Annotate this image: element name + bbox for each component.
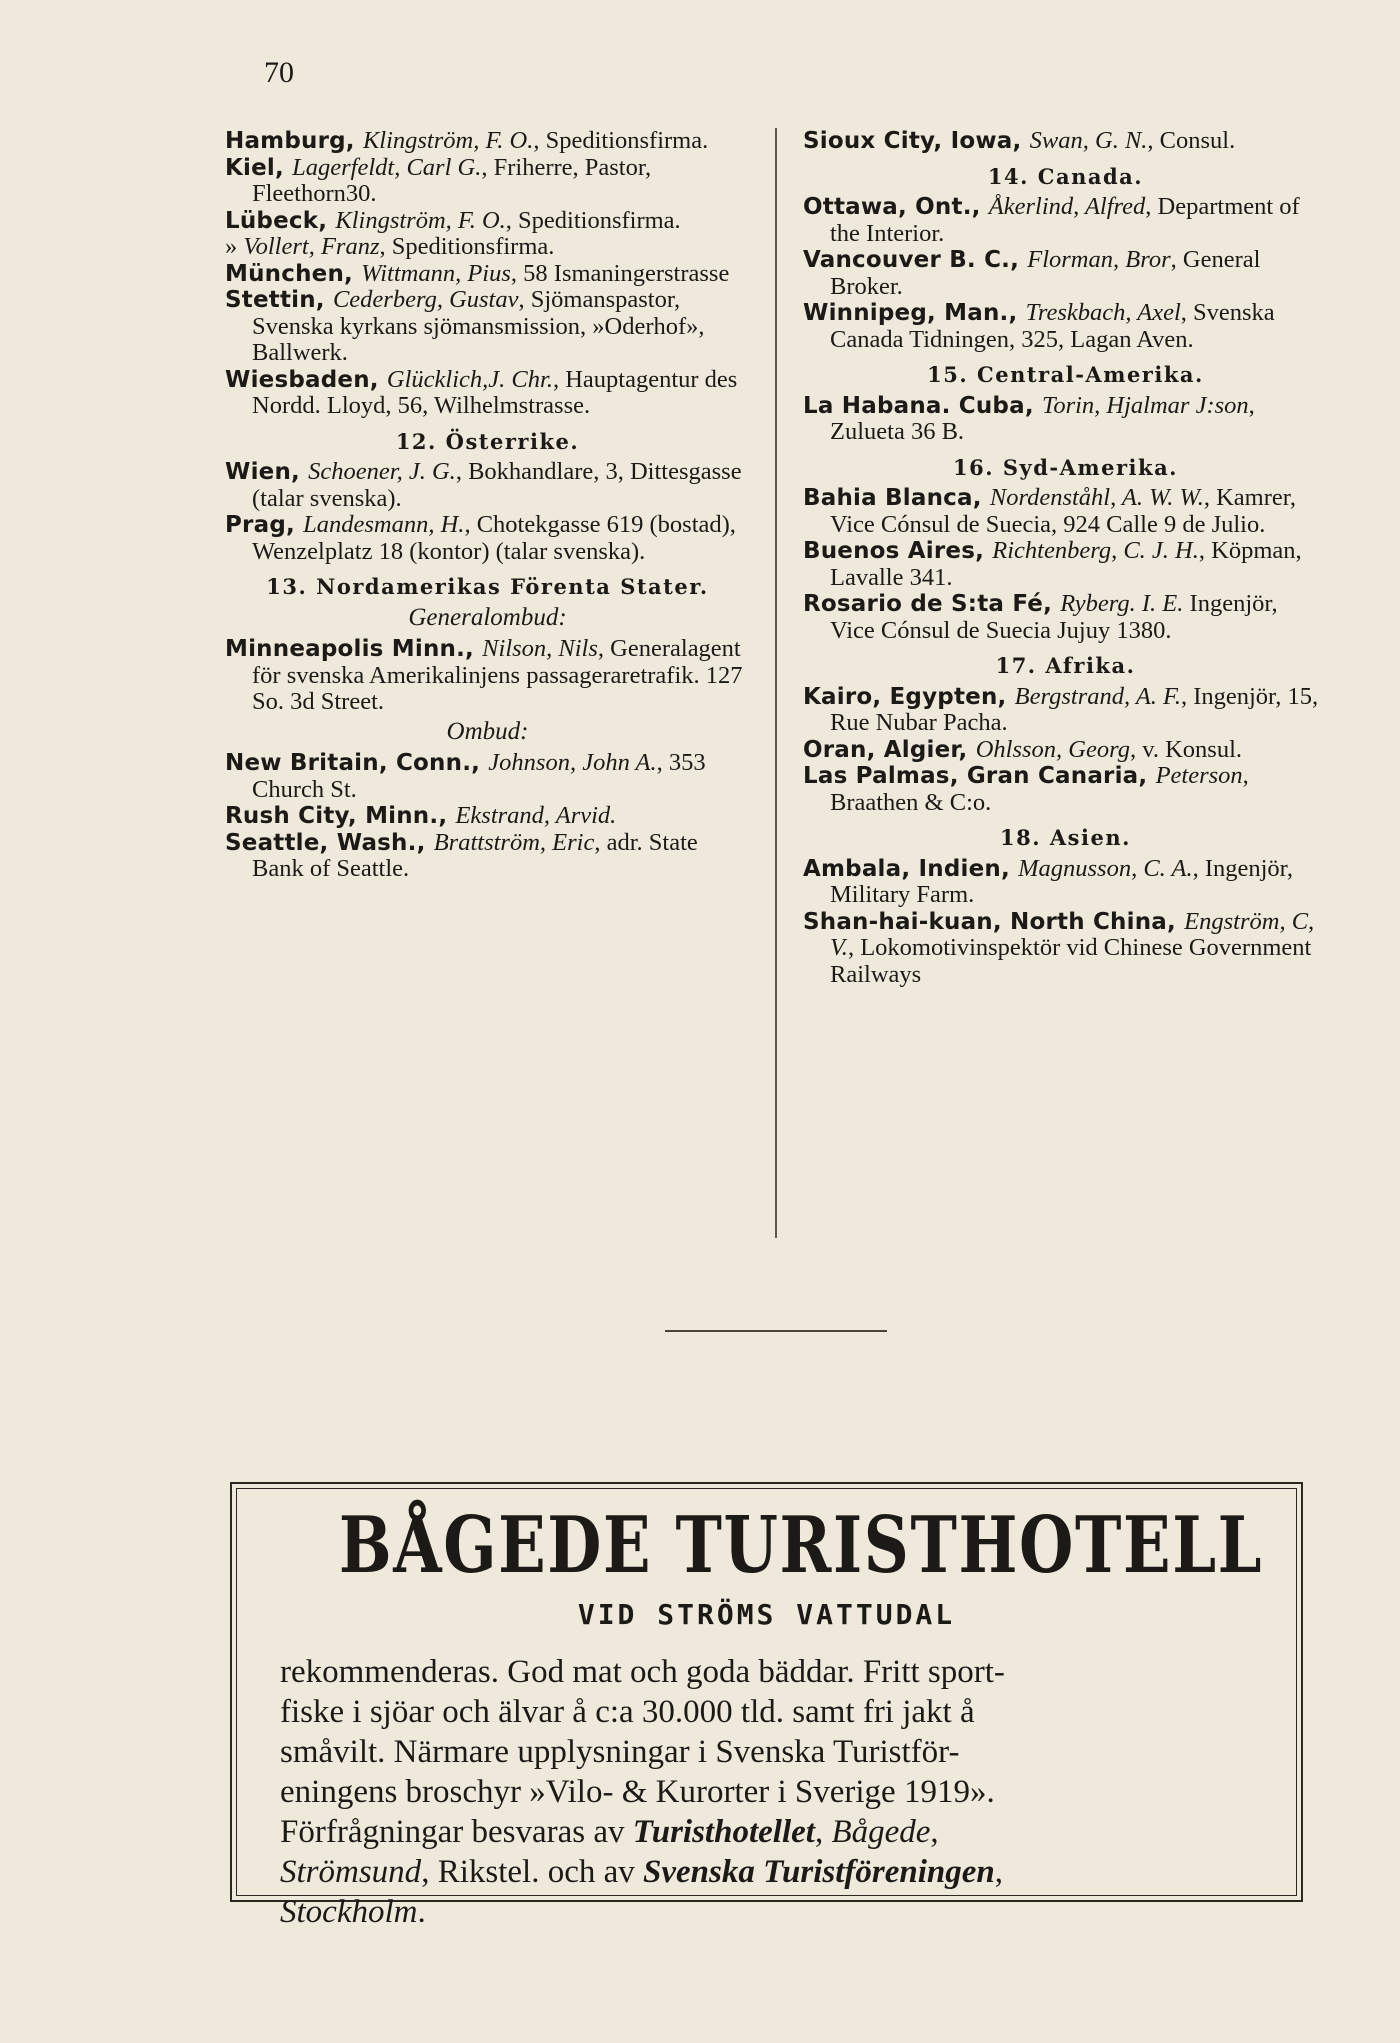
text-run: München,	[225, 260, 362, 287]
section-heading: 13. Nordamerikas Förenta Stater.	[266, 574, 709, 599]
text-run: , Ingenjör, 15, Rue Nubar Pacha.	[830, 682, 1319, 736]
text-run: Nilson, Nils	[482, 635, 598, 662]
text-run: , Speditionsfirma.	[379, 233, 555, 260]
text-run: Engström, C, V.	[830, 907, 1315, 961]
text-run: , Bokhandlare, 3, Dittesgasse (talar svenska).	[252, 458, 742, 512]
directory-entry	[225, 155, 750, 208]
text-run: Kiel,	[225, 154, 293, 181]
text-run: Florman, Bror	[1027, 246, 1171, 273]
directory-entry	[225, 128, 750, 155]
text-run: ,	[814, 1814, 832, 1850]
text-run: Klingström, F. O.	[335, 206, 506, 234]
text-run: fiske i sjöar och älvar å c:a 30.000 tld. samt fri jakt å	[280, 1694, 975, 1730]
text-run: Ohlsson, Georg	[975, 735, 1130, 763]
text-run: småvilt. Närmare upplysningar i Svenska Turistför-	[280, 1734, 960, 1770]
text-run: Ekstrand, Arvid.	[455, 802, 617, 829]
text-run: , Department of the Interior.	[830, 193, 1300, 247]
text-run: , Generalagent för svenska Amerikalinjens passageraretrafik. 127 So. 3d Street.	[252, 635, 743, 715]
directory-entry	[225, 803, 750, 830]
section-heading: 15. Central-Amerika.	[927, 362, 1204, 387]
text-run: Bahia Blanca,	[803, 485, 990, 511]
text-run: eningens broschyr »Vilo- & Kurorter i Sverige 1919».	[280, 1774, 995, 1810]
text-run: Torin, Hjalmar J:son	[1041, 391, 1249, 419]
section-heading: 14. Canada.	[987, 163, 1144, 189]
directory-entry	[803, 538, 1328, 591]
directory-entry	[225, 234, 750, 261]
text-run: Åkerlind, Alfred	[988, 193, 1146, 220]
text-run: , Speditionsfirma.	[505, 206, 681, 234]
text-run: Swan, G. N.	[1029, 127, 1148, 154]
text-run: Treskbach, Axel	[1025, 299, 1181, 326]
text-run: Winnipeg, Man.,	[803, 300, 1026, 326]
left-column	[225, 128, 750, 883]
text-run: Bågede	[831, 1814, 931, 1850]
text-run: Glücklich,J. Chr.	[386, 365, 553, 393]
text-run: , v. Konsul.	[1129, 735, 1243, 763]
text-run: Wittmann, Pius	[361, 259, 511, 287]
ad-line	[280, 1652, 1260, 1692]
text-run: , Speditionsfirma.	[533, 127, 709, 154]
text-run: Peterson	[1155, 762, 1243, 789]
section-subheading: Ombud:	[446, 717, 529, 745]
ad-line	[280, 1852, 1260, 1892]
text-run: , Rikstel. och av	[421, 1854, 643, 1890]
text-run: Cederberg, Gustav	[332, 286, 519, 313]
text-run: Ingenjör, Vice Cónsul de Suecia Jujuy 1380.	[830, 590, 1278, 644]
section-heading: 16. Syd-Amerika.	[953, 454, 1178, 480]
text-run: , Zulueta 36 B.	[830, 391, 1255, 445]
text-run: Hamburg,	[225, 128, 363, 154]
directory-entry	[803, 591, 1328, 644]
directory-entry	[225, 208, 750, 235]
text-run: New Britain, Conn.,	[225, 750, 489, 776]
ad-subtitle: VID STRÖMS VATTUDAL	[577, 1598, 956, 1631]
text-run: Oran, Algier,	[803, 736, 976, 763]
text-run: Stockholm	[280, 1894, 418, 1930]
text-run: Brattström, Eric	[433, 828, 595, 856]
text-run: Ottawa, Ont.,	[803, 194, 989, 220]
text-run: Rosario de S:ta Fé,	[803, 591, 1061, 617]
ad-line	[280, 1772, 1260, 1812]
section-subheading: Generalombud:	[408, 603, 567, 631]
text-run: Ryberg. I. E.	[1060, 590, 1184, 617]
text-run: Shan-hai-kuan, North China,	[803, 908, 1185, 935]
directory-entry	[225, 750, 750, 803]
text-run: Förfrågningar besvaras av	[280, 1814, 633, 1850]
directory-entry	[803, 485, 1328, 538]
directory-entry	[803, 300, 1328, 353]
page-number: 70	[264, 56, 294, 89]
directory-entry	[803, 763, 1328, 816]
ad-line	[280, 1692, 1260, 1732]
text-run: Landesmann, H.	[303, 511, 465, 538]
text-run: Las Palmas, Gran Canaria,	[803, 763, 1156, 789]
section-heading: 18. Asien.	[1000, 825, 1131, 850]
right-column	[803, 128, 1328, 988]
text-run: Prag,	[225, 512, 304, 538]
text-run: rekommenderas. God mat och goda bäddar. Fritt sport-	[280, 1654, 1005, 1690]
section-rule	[665, 1330, 887, 1332]
text-run: Ambala, Indien,	[803, 855, 1019, 882]
text-run: Turisthotellet	[632, 1814, 815, 1850]
section-heading: 17. Afrika.	[995, 653, 1136, 678]
text-run: Schoener, J. G.	[308, 458, 456, 485]
text-run: , Friherre, Pastor, Fleethorn30.	[252, 153, 652, 207]
text-run: , General Broker.	[830, 246, 1261, 300]
text-run: Sioux City, Iowa,	[803, 128, 1030, 154]
text-run: .	[417, 1894, 426, 1930]
text-run: ,	[930, 1814, 939, 1850]
text-run: , 353 Church St.	[252, 749, 706, 803]
text-run: , Lokomotivinspektör vid Chinese Government Railways	[830, 934, 1312, 988]
text-run: Lübeck,	[225, 207, 336, 234]
directory-entry	[225, 459, 750, 512]
section-heading: 12. Österrike.	[395, 428, 580, 454]
text-run: , 58 Ismaningerstrasse	[510, 259, 730, 287]
text-run: Stettin,	[225, 287, 333, 313]
text-run: Wien,	[225, 459, 309, 485]
directory-entry	[225, 512, 750, 565]
text-run: , Sjömanspastor, Svenska kyrkans sjömansmission, »Oderhof», Ballwerk.	[252, 286, 705, 366]
directory-entry	[803, 194, 1328, 247]
text-run: La Habana. Cuba,	[803, 392, 1042, 419]
text-run: , Hauptagentur des Nordd. Lloyd, 56, Wilhelmstrasse.	[252, 365, 738, 419]
ad-line	[280, 1892, 1260, 1932]
text-run: Nordenståhl, A. W. W.	[989, 484, 1204, 511]
text-run: Vollert, Franz	[243, 233, 380, 260]
text-run: Strömsund	[280, 1854, 422, 1890]
ad-line	[280, 1732, 1260, 1772]
text-run: Lagerfeldt, Carl G.	[292, 153, 482, 181]
text-run: Bergstrand, A. F.	[1014, 682, 1181, 710]
text-run: Johnson, John A.	[488, 749, 657, 776]
directory-entry	[225, 367, 750, 420]
text-run: Buenos Aires,	[803, 538, 993, 564]
text-run: »	[225, 233, 244, 260]
text-run: Kairo, Egypten,	[803, 683, 1015, 710]
text-run: Richtenberg, C. J. H.	[992, 537, 1199, 564]
directory-entry	[803, 737, 1328, 764]
hotel-advertisement	[230, 1482, 1303, 1930]
text-run: , adr. State Bank of Seattle.	[252, 828, 698, 882]
column-divider	[775, 128, 777, 1238]
directory-entry	[225, 636, 750, 716]
directory-entry	[803, 684, 1328, 737]
directory-entry	[225, 830, 750, 883]
text-run: , Kamrer, Vice Cónsul de Suecia, 924 Calle 9 de Julio.	[830, 484, 1297, 538]
directory-entry	[803, 393, 1328, 446]
text-run: Minneapolis Minn.,	[225, 636, 483, 662]
directory-entry	[225, 287, 750, 367]
text-run: Klingström, F. O.	[362, 127, 534, 154]
text-run: Svenska Turistföreningen	[643, 1854, 995, 1890]
text-run: Vancouver B. C.,	[803, 247, 1028, 273]
text-run: Wiesbaden,	[225, 366, 387, 393]
text-run: Rush City, Minn.,	[225, 803, 456, 829]
text-run: , Chotekgasse 619 (bostad), Wenzelplatz 18 (kontor) (talar svenska).	[252, 511, 736, 565]
text-run: , Consul.	[1147, 127, 1236, 154]
text-run: , Köpman, Lavalle 341.	[830, 537, 1302, 591]
text-run: , Svenska Canada Tidningen, 325, Lagan Aven.	[830, 299, 1275, 353]
directory-entry	[803, 909, 1328, 989]
directory-entry	[803, 128, 1328, 155]
text-run: Magnusson, C. A.	[1018, 854, 1193, 882]
directory-entry	[225, 261, 750, 288]
ad-line	[280, 1812, 1260, 1852]
text-run: , Ingenjör, Military Farm.	[830, 854, 1293, 908]
ad-title: BÅGEDE TURISTHOTELL	[338, 1500, 1264, 1591]
text-run: , Braathen & C:o.	[830, 762, 1249, 816]
directory-entry	[803, 247, 1328, 300]
text-run: Seattle, Wash.,	[225, 829, 434, 856]
text-run: ,	[994, 1854, 1004, 1890]
directory-entry	[803, 856, 1328, 909]
